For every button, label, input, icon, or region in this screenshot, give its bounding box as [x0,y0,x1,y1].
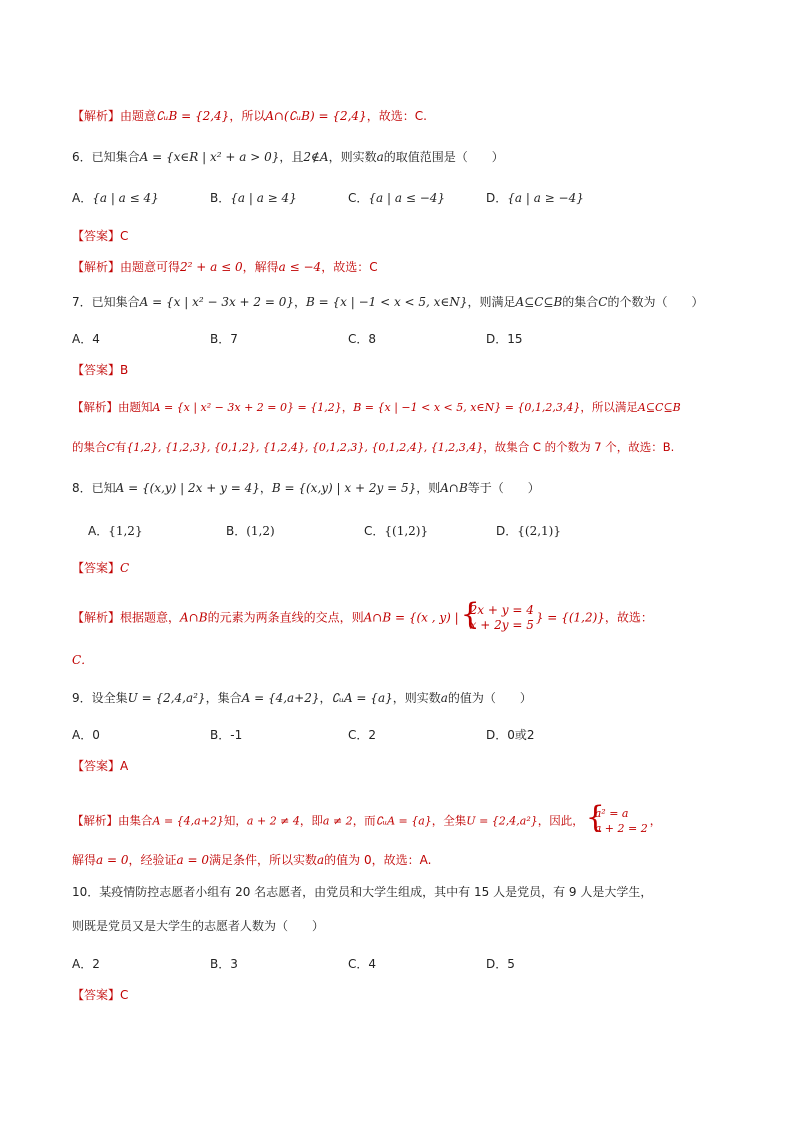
q8-option-c: C．{(1,2)} [364,524,429,538]
q7-analysis-line2: 的集合C有{1,2}, {1,2,3}, {0,1,2}, {1,2,4}, {0,1,2,3}, {0,1,2,4}, {1,2,3,4}，故集合 C 的个数为 7 个，故选：B. [72,440,675,454]
q6-option-c: C．{a | a ≤ −4} [348,191,446,205]
q7-answer: 【答案】B [72,363,129,377]
q9-option-c: C．2 [348,728,377,742]
q7-stem: 7．已知集合A = {x | x² − 3x + 2 = 0}，B = {x | −1 < x < 5, x∈N}，则满足A⊆C⊆B的集合C的个数为（ ） [72,295,704,309]
q8-option-a: A．{1,2} [88,524,143,538]
q8-answer: 【答案】C [72,561,130,575]
q6-stem: 6．已知集合A = {x∈R | x² + a > 0}，且2∉A，则实数a的取值范围是（ ） [72,150,504,164]
q8-option-b: B．(1,2) [226,524,275,538]
q9-option-d: D．0或2 [486,728,535,742]
q6-answer: 【答案】C [72,229,129,243]
q8-stem: 8．已知A = {(x,y) | 2x + y = 4}，B = {(x,y) | x + 2y = 5}，则A∩B等于（ ） [72,481,540,495]
q10-option-b: B．3 [210,957,238,971]
q9-stem: 9．设全集U = {2,4,a²}，集合A = {4,a+2}，∁ᵤA = {a}，则实数a的值为（ ） [72,691,532,705]
q7-option-c: C．8 [348,332,377,346]
q7-analysis-line1: 【解析】由题知A = {x | x² − 3x + 2 = 0} = {1,2}，B = {x | −1 < x < 5, x∈N} = {0,1,2,3,4}，所以满足A⊆C⊆B [72,400,681,414]
q8-equation-system: { 2x + y = 4 x + 2y = 5 [460,597,534,632]
q6-analysis: 【解析】由题意可得2² + a ≤ 0，解得a ≤ −4，故选：C [72,260,378,274]
q7-option-d: D．15 [486,332,523,346]
q9-equation-system: { a² = a a + 2 = 2 [585,800,648,835]
q10-stem-line1: 10．某疫情防控志愿者小组有 20 名志愿者，由党员和大学生组成，其中有 15 人是党员，有 9 人是大学生， [72,885,653,899]
q8-analysis-line2: C． [72,653,94,667]
q6-option-a: A．{a | a ≤ 4} [72,191,159,205]
analysis-label: 【解析】 [72,109,121,123]
q9-analysis-line1: 【解析】由集合A = {4,a+2}知，a + 2 ≠ 4，即a ≠ 2，而∁ᵤA = {a}，全集U = {2,4,a²}，因此， { a² = a a + 2 = 2 ， [72,800,662,835]
q6-option-b: B．{a | a ≥ 4} [210,191,297,205]
q10-option-c: C．4 [348,957,377,971]
q9-analysis-line2: 解得a = 0，经验证a = 0满足条件，所以实数a的值为 0，故选：A. [72,853,432,867]
q10-option-a: A．2 [72,957,100,971]
q9-option-b: B．-1 [210,728,243,742]
q9-option-a: A．0 [72,728,100,742]
q10-answer: 【答案】C [72,988,129,1002]
q10-option-d: D．5 [486,957,515,971]
q8-analysis-line1: 【解析】根据题意，A∩B的元素为两条直线的交点，则A∩B = {(x , y) | { 2x + y = 4 x + 2y = 5 } = {(1,2)}，故选： [72,597,653,632]
q10-stem-line2: 则既是党员又是大学生的志愿者人数为（ ） [72,919,325,933]
q7-option-a: A．4 [72,332,100,346]
q7-option-b: B．7 [210,332,238,346]
q8-option-d: D．{(2,1)} [496,524,561,538]
q5-analysis: 【解析】由题意∁ᵤB = {2,4}，所以A∩(∁ᵤB) = {2,4}，故选：C. [72,109,427,123]
q9-answer: 【答案】A [72,759,129,773]
q6-option-d: D．{a | a ≥ −4} [486,191,584,205]
